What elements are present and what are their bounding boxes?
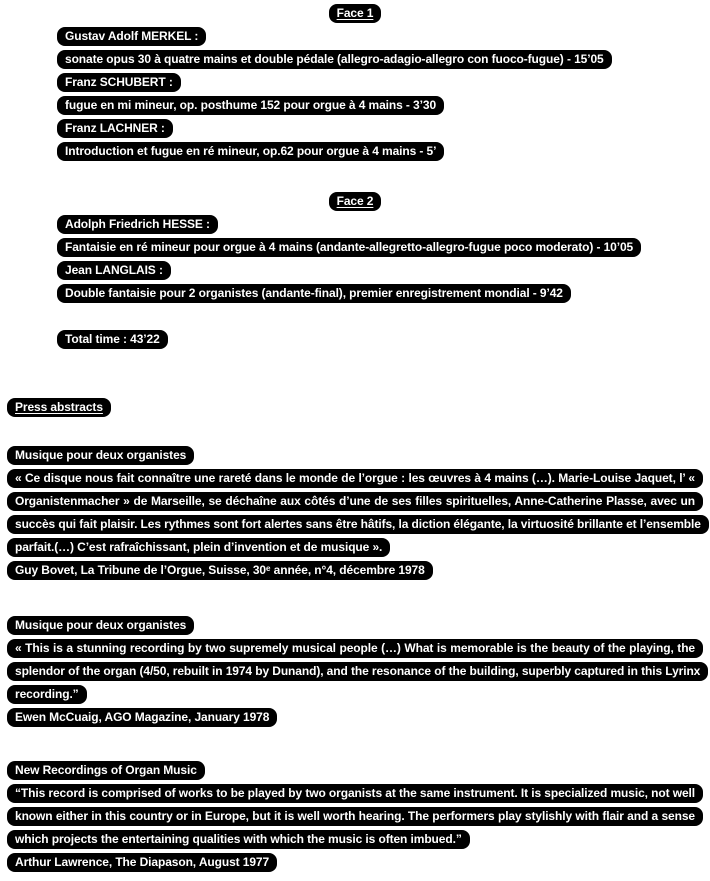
composer-line [57, 259, 703, 282]
composer-name: Jean LANGLAIS : [57, 261, 171, 280]
work-title: sonate opus 30 à quatre mains et double pédale (allegro-adagio-allegro con fuoco-fugue) - 15’05 [57, 50, 612, 69]
face1-heading-line [7, 2, 703, 25]
review-attribution: Arthur Lawrence, The Diapason, August 1977 [7, 853, 277, 872]
composer-name: Gustav Adolf MERKEL : [57, 27, 206, 46]
work-line [57, 94, 703, 117]
press-abstracts-heading-line [7, 396, 703, 419]
face2-heading: Face 2 [329, 192, 382, 211]
face1-tracklist [7, 25, 703, 163]
face2-heading-line [7, 190, 703, 213]
work-line [57, 140, 703, 163]
work-title: Introduction et fugue en ré mineur, op.62 pour orgue à 4 mains - 5’ [57, 142, 444, 161]
work-title: Fantaisie en ré mineur pour orgue à 4 mains (andante-allegretto-allegro-fugue poco moderato) - 10’05 [57, 238, 641, 257]
review-quote-block [7, 637, 703, 706]
press-review-2 [7, 614, 703, 729]
work-title: Double fantaisie pour 2 organistes (andante-final), premier enregistrement mondial - 9’42 [57, 284, 571, 303]
review-quote-block [7, 782, 703, 851]
work-line [57, 236, 703, 259]
work-line [57, 282, 703, 305]
press-abstracts-heading: Press abstracts [7, 398, 111, 417]
press-review-3 [7, 759, 703, 874]
face1-section [7, 2, 703, 163]
review-title-line [7, 614, 703, 637]
review-attribution-line [7, 559, 703, 582]
review-title: New Recordings of Organ Music [7, 761, 205, 780]
composer-name: Adolph Friedrich HESSE : [57, 215, 218, 234]
face2-section [7, 190, 703, 305]
press-review-1 [7, 444, 703, 582]
composer-line [57, 71, 703, 94]
total-time: Total time : 43’22 [57, 330, 168, 349]
review-quote: « Ce disque nous fait connaître une rareté dans le monde de l’orgue : les œuvres à 4 mains (…). Marie-Louise Jaquet, l’ « Organistenmacher » de Marseille, se déchaîne aux côtés d’une de ses filles spirituelles, Anne-Catherine Plasse, avec un succès qui fait plaisir. Les rythmes sont fort alertes sans être hâtifs, la diction élégante, la virtuosité brillante et l’ensemble parfait.(…) C’est rafraîchissant, plein d’invention et de musique ». [7, 469, 709, 557]
review-attribution: Guy Bovet, La Tribune de l’Orgue, Suisse, 30ᵉ année, n°4, décembre 1978 [7, 561, 433, 580]
work-line [57, 48, 703, 71]
composer-line [57, 117, 703, 140]
composer-line [57, 213, 703, 236]
review-title: Musique pour deux organistes [7, 616, 194, 635]
total-time-line [7, 328, 703, 351]
composer-line [57, 25, 703, 48]
review-attribution-line [7, 706, 703, 729]
review-title: Musique pour deux organistes [7, 446, 194, 465]
face1-heading: Face 1 [329, 4, 382, 23]
composer-name: Franz LACHNER : [57, 119, 173, 138]
composer-name: Franz SCHUBERT : [57, 73, 181, 92]
review-quote: « This is a stunning recording by two supremely musical people (…) What is memorable is the beauty of the playing, the splendor of the organ (4/50, rebuilt in 1974 by Dunand), and the resonance of the building, superbly captured in this Lyrinx recording.” [7, 639, 708, 704]
review-title-line [7, 444, 703, 467]
review-title-line [7, 759, 703, 782]
review-quote: “This record is comprised of works to be played by two organists at the same instrument. It is specialized music, not well known either in this country or in Europe, but it is well worth hearing. The performers play stylishly with flair and a sense which projects the entertaining qualities with which the music is often imbued.” [7, 784, 703, 849]
work-title: fugue en mi mineur, op. posthume 152 pour orgue à 4 mains - 3’30 [57, 96, 444, 115]
review-quote-block [7, 467, 703, 559]
face2-tracklist [7, 213, 703, 305]
review-attribution-line [7, 851, 703, 874]
review-attribution: Ewen McCuaig, AGO Magazine, January 1978 [7, 708, 277, 727]
